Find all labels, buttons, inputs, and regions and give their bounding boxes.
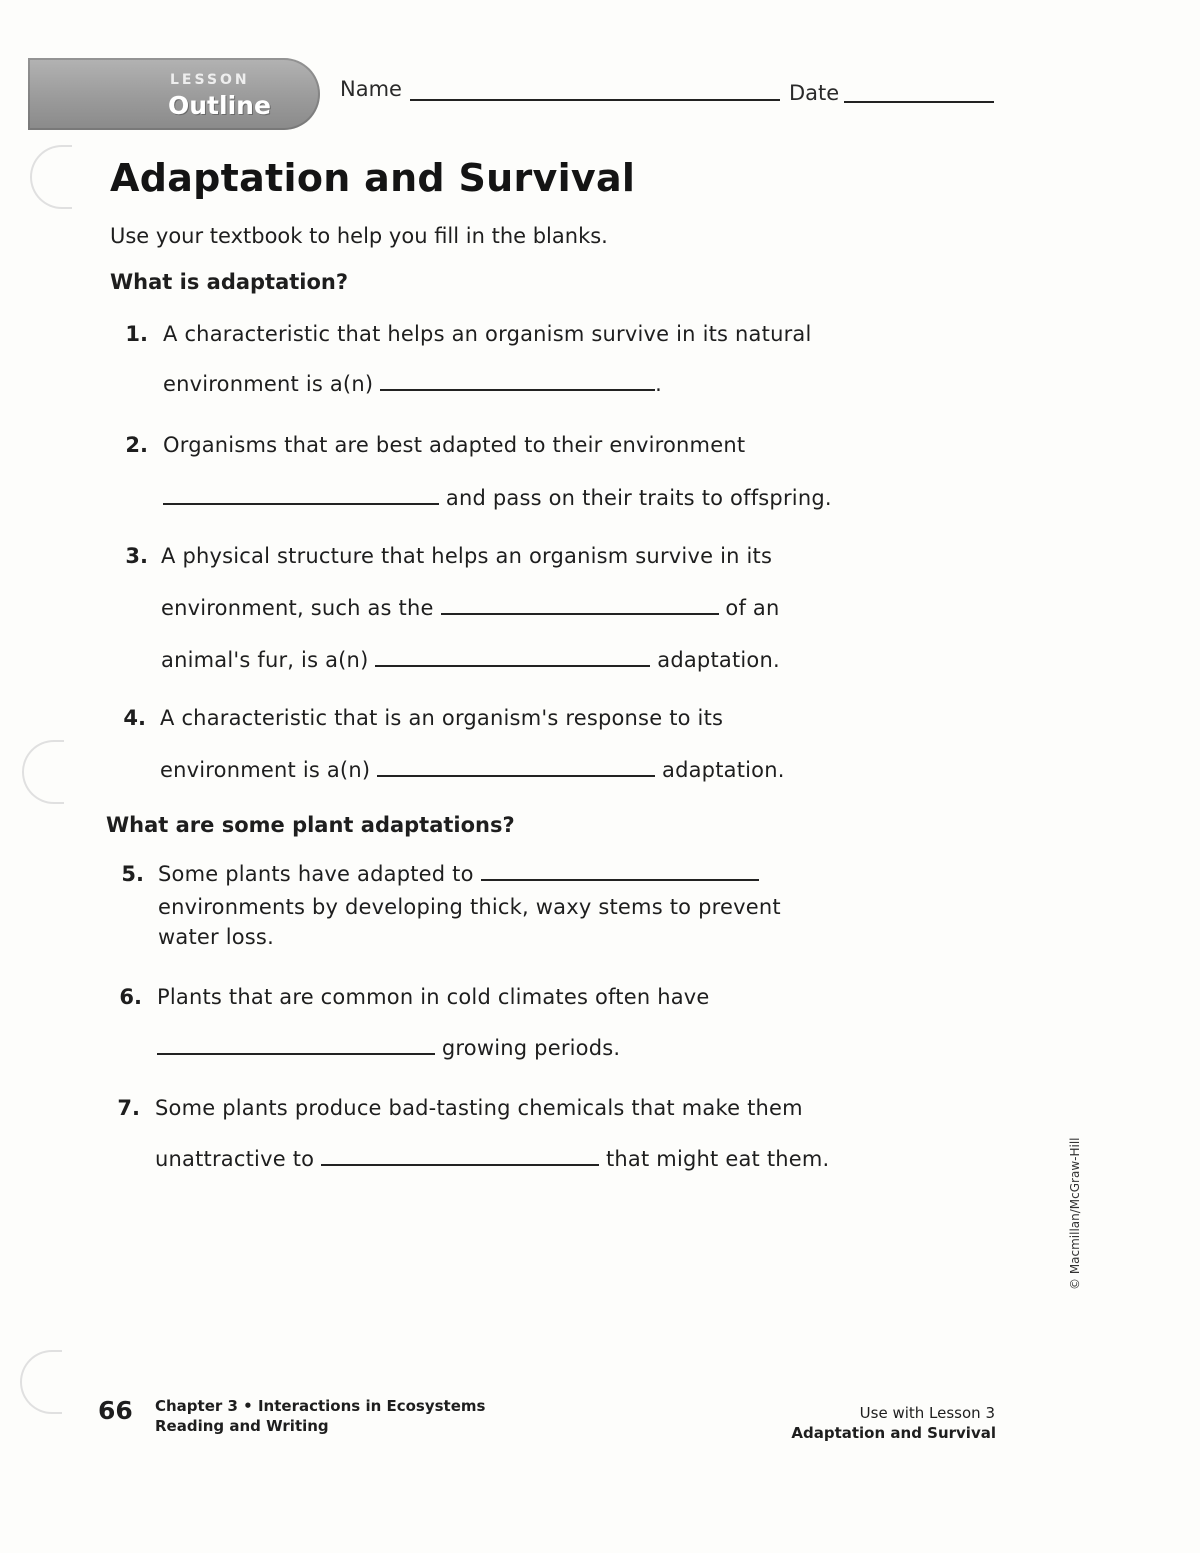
question-text: unattractive to <box>155 1147 315 1171</box>
question-7-line-2 <box>155 1147 829 1171</box>
question-6-line-1: Plants that are common in cold climates often have <box>157 985 710 1009</box>
banner-lesson-label: LESSON <box>170 72 250 88</box>
footer-book: Reading and Writing <box>155 1417 329 1435</box>
page-title: Adaptation and Survival <box>110 156 636 200</box>
question-text: environment is a(n) <box>163 372 374 396</box>
date-field[interactable] <box>844 101 994 103</box>
question-text: Some plants have adapted to <box>158 862 474 886</box>
answer-blank-2[interactable] <box>163 487 439 505</box>
name-field[interactable] <box>410 99 780 101</box>
answer-blank-3b[interactable] <box>375 649 650 667</box>
question-4-line-2 <box>160 758 785 782</box>
answer-blank-1[interactable] <box>380 373 655 391</box>
question-text: that might eat them. <box>605 1147 830 1171</box>
section-heading-adaptation: What is adaptation? <box>110 270 349 294</box>
question-number: 3. <box>125 544 148 568</box>
margin-mark <box>20 1350 62 1414</box>
question-text: adaptation. <box>657 648 780 672</box>
answer-blank-4[interactable] <box>377 759 655 777</box>
banner-outline-label: Outline <box>168 91 271 120</box>
copyright-notice: © Macmillan/McGraw-Hill <box>1068 1137 1082 1290</box>
date-label: Date <box>789 81 840 105</box>
question-1-line-1: A characteristic that helps an organism survive in its natural <box>163 322 812 346</box>
question-2-line-2 <box>163 486 832 510</box>
question-text: environment is a(n) <box>160 758 371 782</box>
section-heading-plant-adaptations: What are some plant adaptations? <box>106 813 515 837</box>
answer-blank-5[interactable] <box>481 863 759 881</box>
question-text: growing periods. <box>441 1036 621 1060</box>
question-5-line-1 <box>158 862 759 886</box>
margin-mark <box>22 740 64 804</box>
question-text: animal's fur, is a(n) <box>161 648 369 672</box>
question-text: adaptation. <box>662 758 785 782</box>
question-text: of an <box>725 596 780 620</box>
answer-blank-3a[interactable] <box>441 597 719 615</box>
question-5-line-2: environments by developing thick, waxy stems to prevent <box>158 895 781 919</box>
footer-use-with: Use with Lesson 3 <box>859 1404 995 1422</box>
question-5-line-3: water loss. <box>158 925 274 949</box>
question-text: and pass on their traits to offspring. <box>445 486 832 510</box>
question-3-line-3 <box>161 648 780 672</box>
question-4-line-1: A characteristic that is an organism's response to its <box>160 706 724 730</box>
question-text: . <box>655 372 663 396</box>
question-text: environment, such as the <box>161 596 434 620</box>
footer-lesson-title: Adaptation and Survival <box>791 1424 996 1442</box>
question-6-line-2 <box>157 1036 620 1060</box>
question-number: 4. <box>123 706 146 730</box>
question-3-line-1: A physical structure that helps an organism survive in its <box>161 544 773 568</box>
question-number: 2. <box>125 433 148 457</box>
answer-blank-7[interactable] <box>321 1148 599 1166</box>
question-1-line-2 <box>163 372 662 396</box>
question-number: 5. <box>121 862 144 886</box>
question-number: 6. <box>119 985 142 1009</box>
answer-blank-6[interactable] <box>157 1037 435 1055</box>
question-7-line-1: Some plants produce bad-tasting chemicals that make them <box>155 1096 803 1120</box>
question-3-line-2 <box>161 596 780 620</box>
name-label: Name <box>340 77 402 101</box>
question-2-line-1: Organisms that are best adapted to their environment <box>163 433 746 457</box>
question-number: 1. <box>125 322 148 346</box>
instructions: Use your textbook to help you fill in the blanks. <box>110 224 608 248</box>
margin-mark <box>30 145 72 209</box>
footer-chapter: Chapter 3 • Interactions in Ecosystems <box>155 1397 486 1415</box>
question-number: 7. <box>117 1096 140 1120</box>
page-number: 66 <box>98 1396 133 1425</box>
